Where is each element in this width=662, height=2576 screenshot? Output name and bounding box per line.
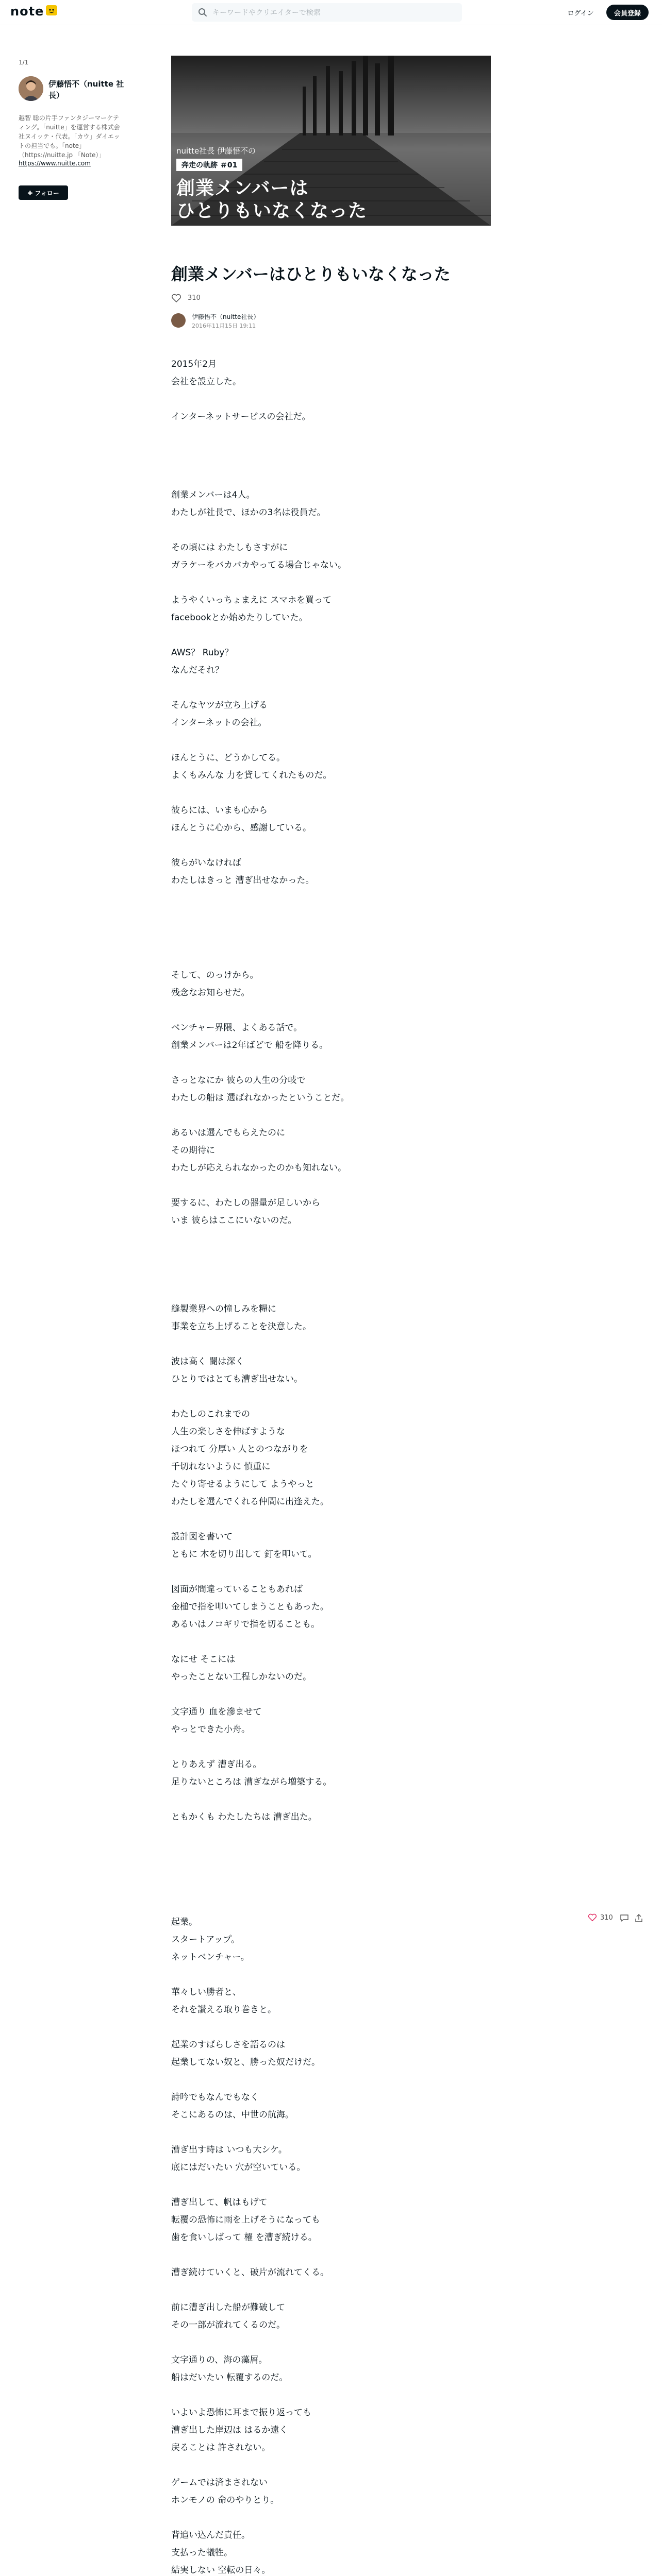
meta-author-name[interactable]: 伊藤悟不（nuitte社長） bbox=[192, 313, 260, 320]
search-box[interactable] bbox=[192, 3, 462, 22]
note-logo[interactable] bbox=[10, 4, 57, 19]
article-paragraph-2: 創業メンバーは4人。 わたしが社長で、ほかの3名は役員だ。 その頃には わたしもさすがに ガラケーをバカバカやってる場合じゃない。 ようやくいっちょまえに スマホを買って facebookとか始めたりしていた。 AWS？ Ruby？ なんだそれ？ そんなヤツが立ち上げる インターネットの会社。 ほんとうに、どうかしてる。 よくもみんな 力を貸してくれたものだ。 彼らには、いまも心から ほんとうに心から、感謝している。 彼らがいなければ わたしはきっと 漕ぎ出せなかった。 bbox=[171, 490, 346, 886]
comment-icon[interactable] bbox=[620, 1913, 629, 1925]
person-plus-icon: ✚ bbox=[27, 189, 33, 197]
publish-date: 2016年11月15日 19:11 bbox=[192, 323, 256, 329]
float-heart-icon[interactable] bbox=[588, 1913, 597, 1924]
login-button[interactable]: ログイン bbox=[562, 5, 599, 20]
article-paragraph-5: 起業。 スタートアップ。 ネットベンチャー。 華々しい勝者と、 それを讃える取り巻きと。 起業のすばらしさを語るのは 起業してない奴と、勝った奴だけだ。 詩吟でもなんでもなく そこにあるのは、中世の航海。 漕ぎ出す時は いつも大シケ。 底にはだいたい 穴が空いている。 漕ぎ出して、帆はもげて 転覆の恐怖に雨を上げそうになっても 歯を食いしばって 櫂 を漕ぎ続ける。 漕ぎ続けていくと、破片が流れてくる。 前に漕ぎ出した船が難破して その一部が流れてくるのだ。 文字通りの、海の藻屑。 船はだいたい 転覆するのだ。 いよいよ恐怖に耳まで振り返っても 漕ぎ出した岸辺は はるか遠く 戻ることは 許されない。 ゲームでは済まされない ホンモノの 命のやりとり。 背追い込んだ責任。 支払った犠牲。 結実しない 空転の日々。 bbox=[171, 1917, 329, 2575]
follow-button[interactable] bbox=[19, 185, 68, 200]
signup-button[interactable]: 会員登録 bbox=[606, 5, 649, 20]
search-icon bbox=[198, 8, 207, 17]
author-bio: 越智 聡の片手ファンタジーマーケティング。「nuitte」を運営する株式会社ヌイッテ・代表。「カウ」ダイエットの担当でも。「note」（https://nuitte.jp 「Note）」 bbox=[19, 114, 120, 159]
author-name[interactable]: 伊藤悟不（nuitte 社長） bbox=[48, 79, 124, 100]
article-paragraph-4: 縫製業界への憧しみを糧に 事業を立ち上げることを決意した。 波は高く 闇は深く ひとりではとても漕ぎ出せない。 わたしのこれまでの 人生の楽しさを伸ばすような ほつれて 分厚い 人とのつながりを 千切れないように 慎重に たぐり寄せるようにして ようやっと わたしを選んでくれる仲間に出逢えた。 設計図を書いて ともに 木を切り出して 釘を叩いて。 図面が間違っていることもあれば 金槌で指を叩いてしまうこともあった。 あるいはノコギリで指を切ることも。 なにせ そこには やったことない工程しかないのだ。 文字通り 血を滲ませて やっとできた小舟。 とりあえず 漕ぎ出る。 足りないところは 漕ぎながら増築する。 ともかくも わたしたちは 漕ぎ出た。 bbox=[171, 1304, 332, 1822]
search-input[interactable] bbox=[211, 3, 456, 23]
hero-subtitle: nuitte社長 伊藤悟不の bbox=[176, 146, 256, 156]
article-meta bbox=[171, 312, 377, 333]
follow-label: フォロー bbox=[35, 189, 59, 197]
page-indicator: 1/1 bbox=[19, 59, 29, 66]
share-icon[interactable] bbox=[634, 1913, 643, 1925]
article-paragraph-3: そして、のっけから。 残念なお知らせだ。 ベンチャー界隈、よくある話で。 創業メンバーは2年ばどで 船を降りる。 さっとなにか 彼らの人生の分岐で わたしの船は 選ばれなかったということだ。 あるいは選んでもらえたのに その期待に わたしが応えられなかったのかも知れない。 要するに、わたしの器量が足しいから いま 彼らはここにいないのだ。 bbox=[171, 970, 350, 1226]
author-mini-avatar[interactable] bbox=[171, 313, 186, 328]
logo-text: note bbox=[10, 4, 44, 19]
article-paragraph-1: 2015年2月 会社を設立した。 インターネットサービスの会社だ。 bbox=[171, 359, 311, 422]
hero-title: 創業メンバーは ひとりもいなくなった bbox=[176, 178, 368, 222]
floating-actions bbox=[588, 1912, 655, 1925]
article-title: 創業メンバーはひとりもいなくなった bbox=[171, 264, 451, 284]
heart-icon[interactable] bbox=[171, 294, 181, 305]
author-avatar[interactable] bbox=[19, 76, 43, 101]
float-like-count: 310 bbox=[600, 1914, 613, 1922]
hero-series-label: 奔走の軌跡 ＃01 bbox=[176, 159, 242, 171]
logo-badge-icon bbox=[46, 5, 57, 15]
top-header bbox=[0, 0, 662, 25]
hero-image bbox=[171, 56, 491, 226]
author-website-link[interactable]: https://www.nuitte.com bbox=[19, 160, 91, 167]
like-count: 310 bbox=[188, 294, 201, 302]
